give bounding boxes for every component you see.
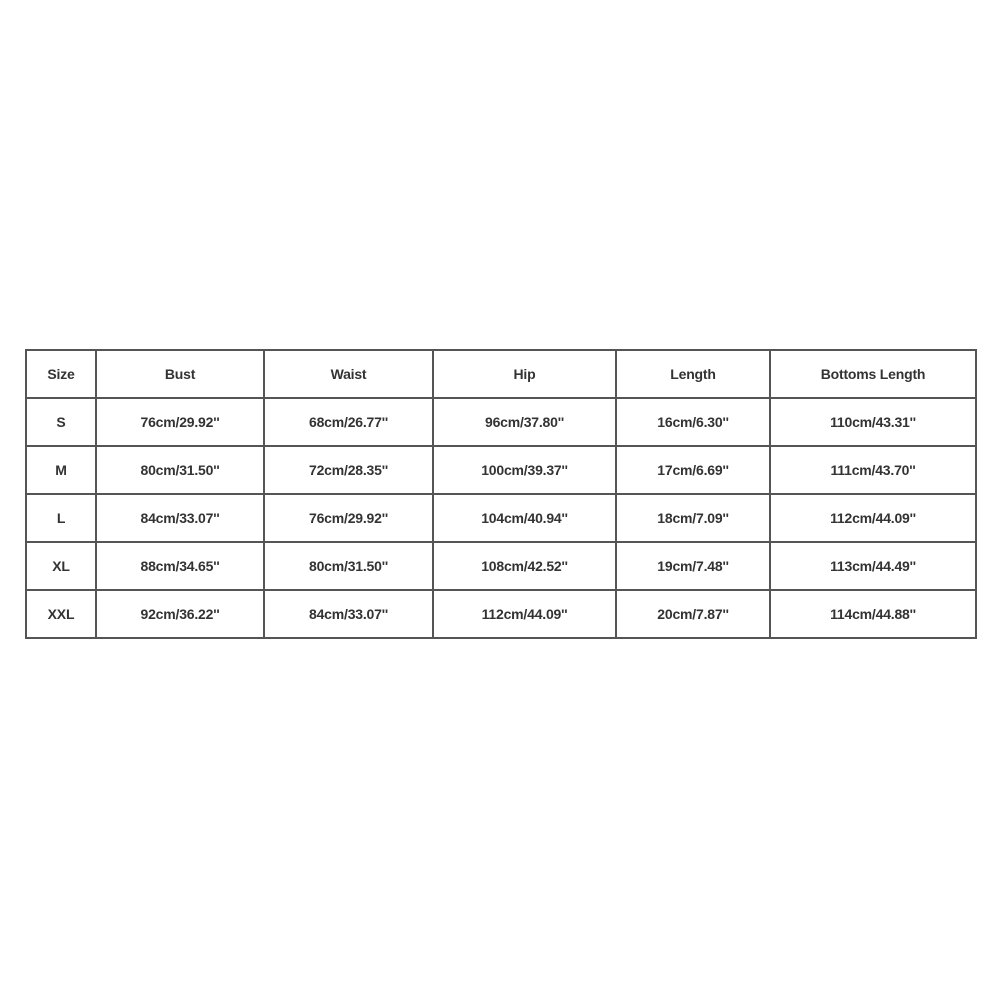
cell-size: M [26,446,96,494]
cell-length: 17cm/6.69'' [616,446,770,494]
cell-waist: 80cm/31.50'' [264,542,433,590]
cell-size: XXL [26,590,96,638]
cell-bottoms-length: 113cm/44.49'' [770,542,976,590]
cell-size: XL [26,542,96,590]
cell-waist: 76cm/29.92'' [264,494,433,542]
cell-bust: 84cm/33.07'' [96,494,264,542]
cell-waist: 72cm/28.35'' [264,446,433,494]
cell-bottoms-length: 114cm/44.88'' [770,590,976,638]
table-header-row [26,350,976,398]
cell-bust: 76cm/29.92'' [96,398,264,446]
header-waist: Waist [264,350,433,398]
table-row [26,590,976,638]
cell-bust: 88cm/34.65'' [96,542,264,590]
cell-hip: 96cm/37.80'' [433,398,616,446]
header-bust: Bust [96,350,264,398]
cell-hip: 112cm/44.09'' [433,590,616,638]
cell-bottoms-length: 110cm/43.31'' [770,398,976,446]
header-length: Length [616,350,770,398]
cell-hip: 100cm/39.37'' [433,446,616,494]
cell-bottoms-length: 111cm/43.70'' [770,446,976,494]
cell-bust: 92cm/36.22'' [96,590,264,638]
table-row [26,542,976,590]
header-bottoms-length: Bottoms Length [770,350,976,398]
header-size: Size [26,350,96,398]
cell-size: S [26,398,96,446]
table-row [26,494,976,542]
cell-bust: 80cm/31.50'' [96,446,264,494]
cell-length: 16cm/6.30'' [616,398,770,446]
table-row [26,398,976,446]
cell-waist: 68cm/26.77'' [264,398,433,446]
header-hip: Hip [433,350,616,398]
cell-length: 20cm/7.87'' [616,590,770,638]
size-chart-table [25,349,977,639]
cell-bottoms-length: 112cm/44.09'' [770,494,976,542]
cell-waist: 84cm/33.07'' [264,590,433,638]
cell-size: L [26,494,96,542]
cell-length: 18cm/7.09'' [616,494,770,542]
cell-hip: 108cm/42.52'' [433,542,616,590]
cell-hip: 104cm/40.94'' [433,494,616,542]
cell-length: 19cm/7.48'' [616,542,770,590]
table-row [26,446,976,494]
